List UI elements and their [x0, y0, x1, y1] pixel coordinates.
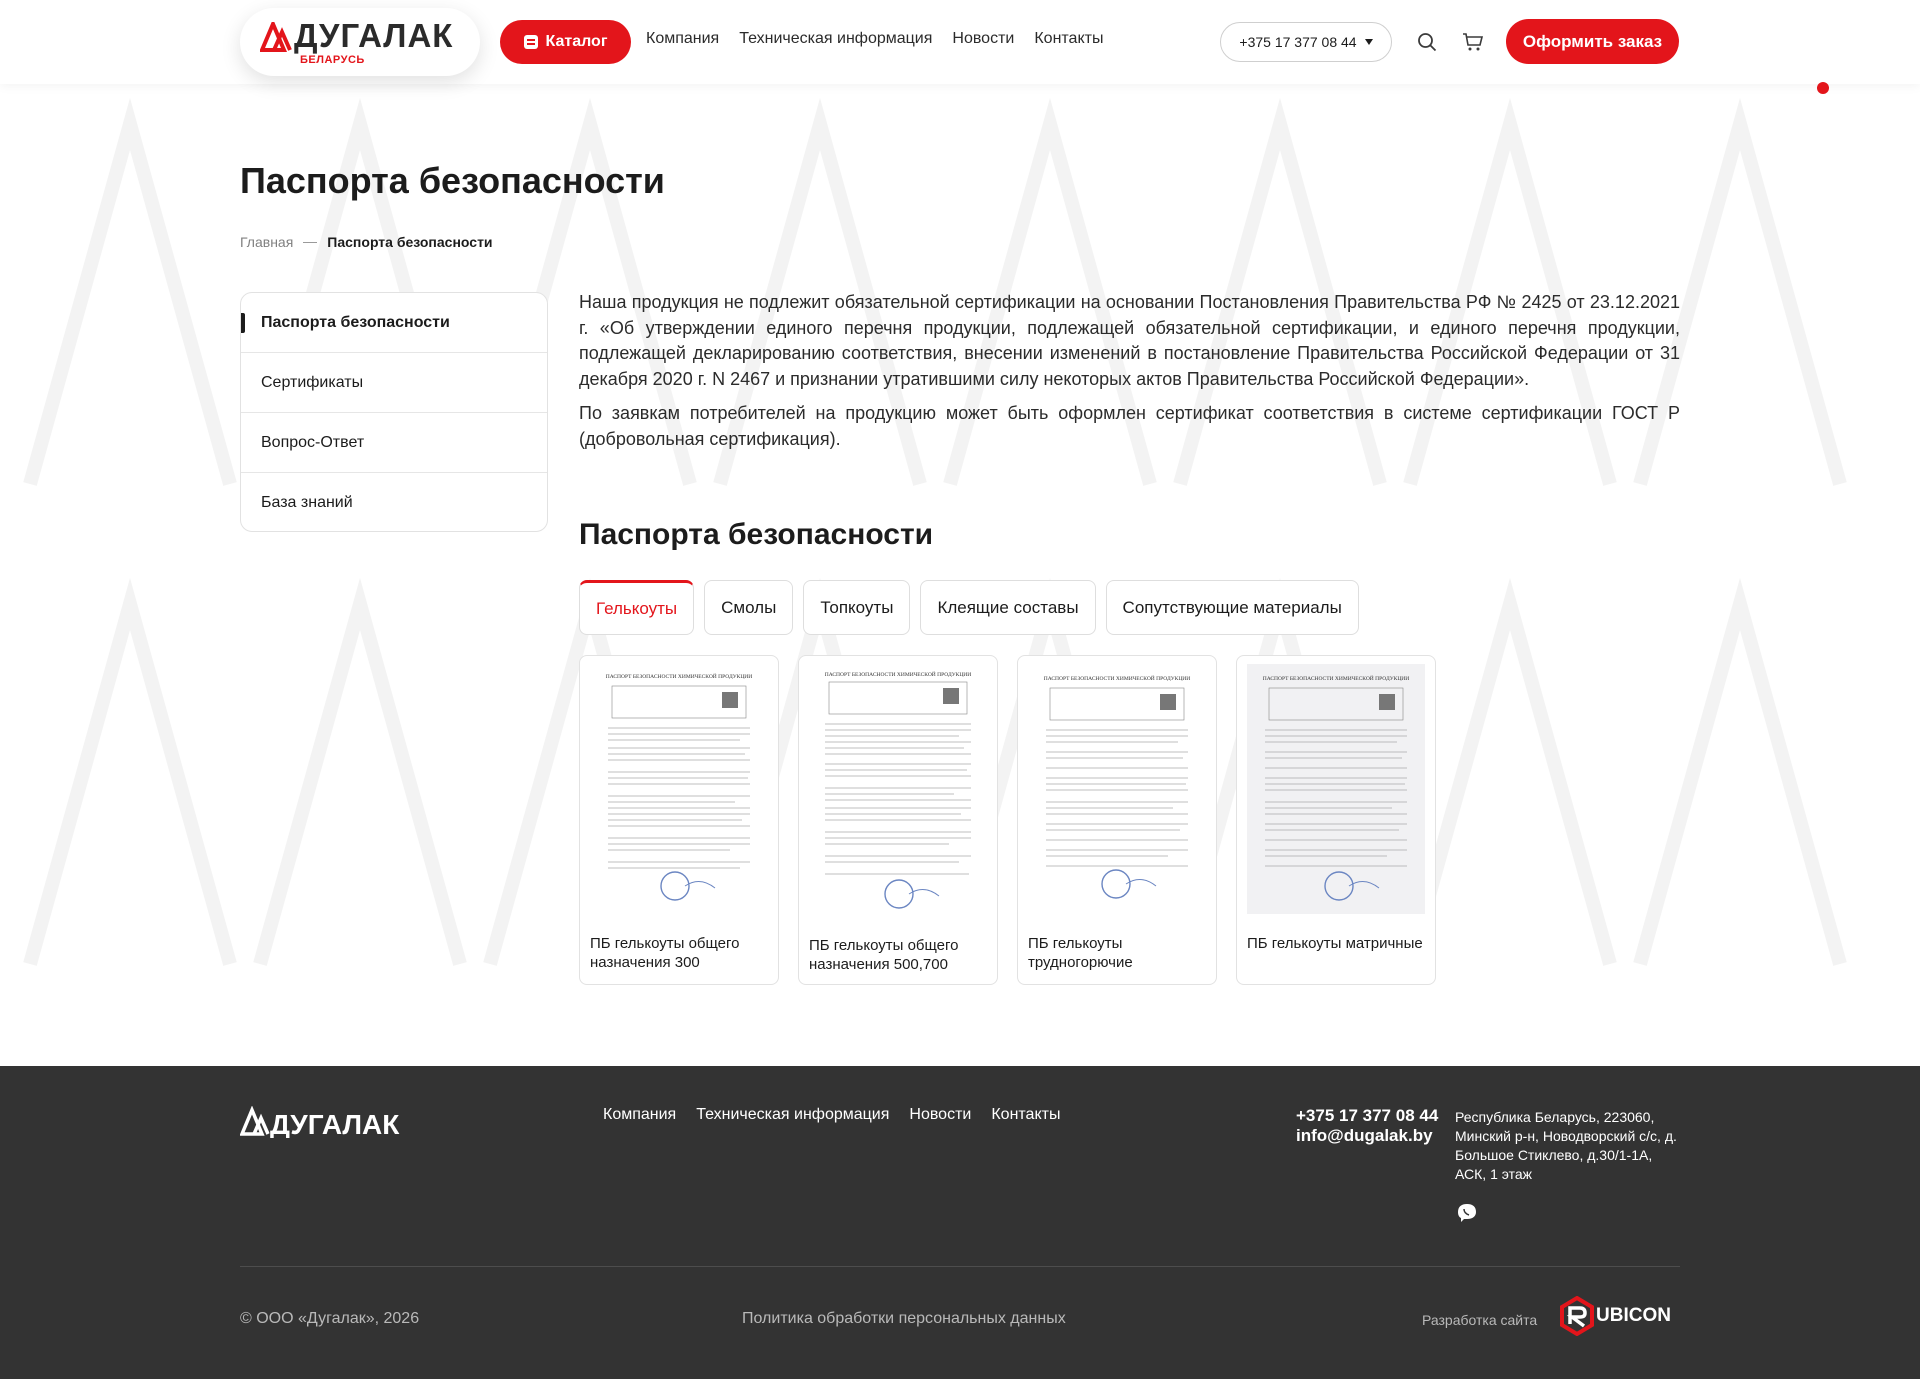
cart-button[interactable] [1459, 28, 1487, 56]
document-card[interactable] [1236, 655, 1436, 985]
document-caption[interactable]: ПБ гелькоуты трудногорючие [1028, 935, 1133, 971]
site-header [0, 0, 1920, 84]
document-card[interactable] [798, 655, 998, 985]
footer-logo-text: ДУГАЛАК [270, 1109, 400, 1138]
developer-logo-icon [1560, 1296, 1594, 1336]
nav-company[interactable]: Компания [646, 30, 720, 47]
doc-heading: ПАСПОРТ БЕЗОПАСНОСТИ ХИМИЧЕСКОЙ ПРОДУКЦИИ [605, 674, 753, 680]
breadcrumb [240, 234, 493, 250]
footer-phone[interactable]: +375 17 377 08 44 [1296, 1106, 1439, 1125]
page-title: Паспорта безопасности [240, 160, 665, 201]
footer-email[interactable]: info@dugalak.by [1296, 1126, 1433, 1145]
side-item-certificates[interactable]: Сертификаты [241, 353, 547, 413]
side-item-safety-passports[interactable]: Паспорта безопасности [241, 293, 547, 353]
doc-heading: ПАСПОРТ БЕЗОПАСНОСТИ ХИМИЧЕСКОЙ ПРОДУКЦИИ [824, 672, 972, 678]
nav-contacts[interactable]: Контакты [1034, 30, 1104, 47]
notification-dot [1817, 82, 1829, 94]
breadcrumb-home[interactable]: Главная [240, 234, 294, 250]
doc-heading: ПАСПОРТ БЕЗОПАСНОСТИ ХИМИЧЕСКОЙ ПРОДУКЦИИ [1262, 676, 1410, 682]
breadcrumb-separator [303, 242, 317, 243]
document-card[interactable] [1017, 655, 1217, 985]
catalog-button[interactable] [500, 20, 631, 64]
section-title: Паспорта безопасности [579, 518, 934, 551]
footer-copyright: © ООО «Дугалак», 2026 [240, 1310, 420, 1327]
document-caption[interactable]: ПБ гелькоуты общего назначения 300 [590, 935, 740, 971]
phone-dropdown[interactable] [1220, 22, 1392, 62]
tab-topcoats[interactable]: Топкоуты [803, 580, 910, 635]
footer-navigation [603, 1106, 1060, 1124]
tab-adhesives[interactable]: Клеящие составы [920, 580, 1095, 635]
footer-nav-tech-info[interactable]: Техническая информация [696, 1106, 890, 1123]
document-page-image [1247, 664, 1425, 914]
search-icon [1417, 32, 1437, 52]
footer-nav-news[interactable]: Новости [909, 1106, 972, 1123]
tab-accessories[interactable]: Сопутствующие материалы [1106, 580, 1359, 635]
document-thumbnail [1028, 664, 1206, 914]
nav-news[interactable]: Новости [952, 30, 1015, 47]
catalog-icon [524, 35, 538, 49]
document-caption[interactable]: ПБ гелькоуты общего назначения 500,700 [809, 937, 959, 973]
footer-contacts [1296, 1106, 1438, 1146]
document-list [579, 655, 1436, 985]
intro-paragraph-2: По заявкам потребителей на продукцию может быть оформлен сертификат соответствия в системе сертификации ГОСТ Р (добровольная сертификация). [579, 403, 1680, 449]
category-tabs [579, 580, 1359, 635]
site-footer [0, 1066, 1920, 1379]
footer-nav-company[interactable]: Компания [603, 1106, 677, 1123]
document-thumbnail [590, 664, 768, 914]
intro-paragraph-1: Наша продукция не подлежит обязательной сертификации на основании Постановления Правительства РФ № 2425 от 23.12.2021 г. «Об утверждении единого перечня продукции, подлежащей обязательной сертификации, и единого перечня продукции, подлежащей декларированию соответствия, внесении изменений в постановление Правительства Российской Федерации от 31 декабря 2020 г. N 2467 и признании утратившими силу некоторых актов Правительства Российской Федерации». [579, 292, 1680, 389]
footer-divider [240, 1266, 1680, 1267]
site-logo[interactable] [240, 8, 480, 76]
viber-link[interactable] [1455, 1202, 1479, 1226]
order-button[interactable]: Оформить заказ [1506, 19, 1679, 64]
intro-text [579, 290, 1680, 461]
footer-logo[interactable] [240, 1106, 430, 1143]
phone-number: +375 17 377 08 44 [1239, 34, 1357, 50]
logo-mark-icon [260, 22, 292, 52]
logo-subtitle: БЕЛАРУСЬ [300, 53, 365, 66]
document-thumbnail [809, 664, 987, 914]
tab-resins[interactable]: Смолы [704, 580, 793, 635]
tab-gelcoats[interactable]: Гелькоуты [579, 580, 694, 635]
document-page-image [809, 664, 987, 914]
nav-tech-info[interactable]: Техническая информация [739, 30, 933, 47]
top-navigation [646, 30, 1103, 48]
catalog-label: Каталог [545, 33, 608, 50]
side-item-knowledge-base[interactable]: База знаний [261, 494, 353, 511]
footer-address: Республика Беларусь, 223060, Минский р-н, Новодворский с/с, д. Большое Стиклево, д.30/1-1А, АСК, 1 этаж [1455, 1109, 1677, 1182]
search-button[interactable] [1413, 28, 1441, 56]
breadcrumb-current: Паспорта безопасности [327, 234, 493, 250]
side-item-faq[interactable]: Вопрос-Ответ [241, 413, 547, 473]
chevron-down-icon [1365, 39, 1373, 45]
document-page-image [590, 664, 768, 914]
cart-icon [1462, 32, 1484, 52]
privacy-policy-link[interactable]: Политика обработки персональных данных [742, 1310, 1066, 1327]
document-caption[interactable]: ПБ гелькоуты матричные [1247, 935, 1423, 952]
document-card[interactable] [579, 655, 779, 985]
side-menu [240, 292, 548, 532]
footer-logo-image [240, 1106, 430, 1138]
developer-logo[interactable] [1560, 1296, 1671, 1336]
logo-text: ДУГАЛАК [294, 16, 454, 54]
viber-icon [1455, 1202, 1479, 1226]
developer-label: Разработка сайта [1422, 1312, 1538, 1328]
document-thumbnail [1247, 664, 1425, 914]
developer-logo-text: UBICON [1596, 1305, 1671, 1326]
footer-nav-contacts[interactable]: Контакты [991, 1106, 1061, 1123]
document-page-image [1028, 664, 1206, 914]
doc-heading: ПАСПОРТ БЕЗОПАСНОСТИ ХИМИЧЕСКОЙ ПРОДУКЦИИ [1043, 676, 1191, 682]
